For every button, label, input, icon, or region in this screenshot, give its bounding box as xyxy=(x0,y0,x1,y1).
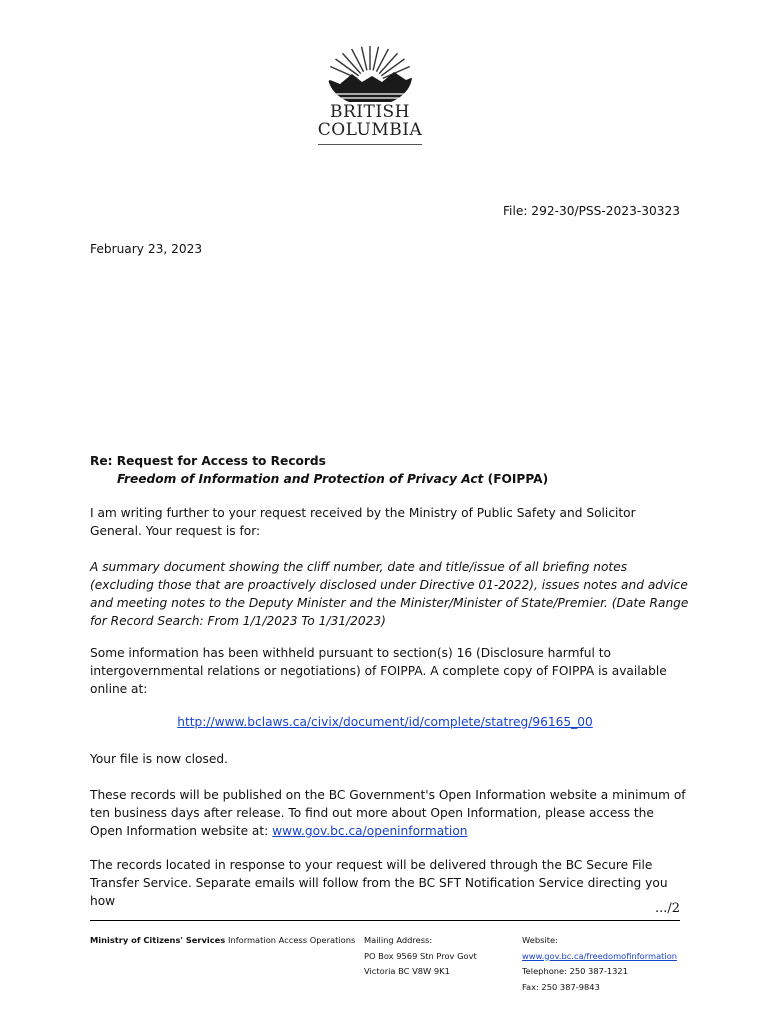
foippa-link-line xyxy=(90,715,680,729)
open-info-link[interactable]: www.gov.bc.ca/openinformation xyxy=(272,824,468,838)
footer-website-link[interactable]: www.gov.bc.ca/freedomofinformation xyxy=(522,950,678,961)
act-name: Freedom of Information and Protection of Privacy Act xyxy=(117,472,484,486)
bc-sun-mountains-icon xyxy=(316,44,424,102)
footer-contact xyxy=(522,933,677,995)
footer-web-label: Website: xyxy=(522,935,558,945)
footer-telephone: Telephone: 250 387-1321 xyxy=(522,966,628,976)
paragraph-request-text: A summary document showing the cliff number, date and title/issue of all briefing notes (excluding those that are proactively disclosed under Directive 01-2022), issues notes and advice and meeting notes to the Deputy Minister and the Minister/Minister of State/Premier. (Date Range for Record Search: From 1/1/2023 To 1/31/2023) xyxy=(90,560,689,628)
logo-text-british: BRITISH xyxy=(329,102,411,122)
paragraph-open-information xyxy=(90,786,690,840)
paragraph-withheld-info: Some information has been withheld pursuant to section(s) 16 (Disclosure harmful to intergovernmental relations or negotiations) of FOIPPA. A complete copy of FOIPPA is available online at: xyxy=(90,646,667,696)
file-reference: File: 292-30/PSS-2023-30323 xyxy=(502,204,680,218)
logo-text-columbia: COLUMBIA xyxy=(317,120,423,140)
footer-divider xyxy=(90,920,680,921)
bc-logo xyxy=(316,44,424,148)
footer-mail-line1: PO Box 9569 Stn Prov Govt xyxy=(364,950,477,961)
open-info-text: These records will be published on the BC Government's Open Information website a minimum of ten business days after release. To find out more about Open Information, please access the Open Information website at: xyxy=(90,788,686,838)
footer-mail-label: Mailing Address: xyxy=(364,935,433,945)
footer-ministry: Ministry of Citizens' Services xyxy=(90,935,226,945)
subject-line: Re: Request for Access to Records xyxy=(90,454,326,468)
logo-divider xyxy=(318,144,422,145)
footer-branch: Information Access Operations xyxy=(228,935,356,945)
footer-fax: Fax: 250 387-9843 xyxy=(522,981,600,992)
act-abbrev: (FOIPPA) xyxy=(483,472,549,486)
letter-date: February 23, 2023 xyxy=(90,242,203,256)
footer-mailing-address xyxy=(364,933,477,980)
paragraph-request-intro: I am writing further to your request received by the Ministry of Public Safety and Solicitor General. Your request is for: xyxy=(90,506,636,538)
page-continuation-marker: .../2 xyxy=(654,901,680,916)
paragraph-delivery: The records located in response to your request will be delivered through the BC Secure File Transfer Service. Separate emails will follow from the BC SFT Notification Service directing you how xyxy=(90,858,668,908)
subject-act-line xyxy=(90,470,690,488)
subject-block xyxy=(90,452,690,488)
footer-mail-line2: Victoria BC V8W 9K1 xyxy=(364,966,450,976)
paragraph-file-closed: Your file is now closed. xyxy=(90,752,228,766)
foippa-link[interactable]: http://www.bclaws.ca/civix/document/id/complete/statreg/96165_00 xyxy=(177,715,593,729)
